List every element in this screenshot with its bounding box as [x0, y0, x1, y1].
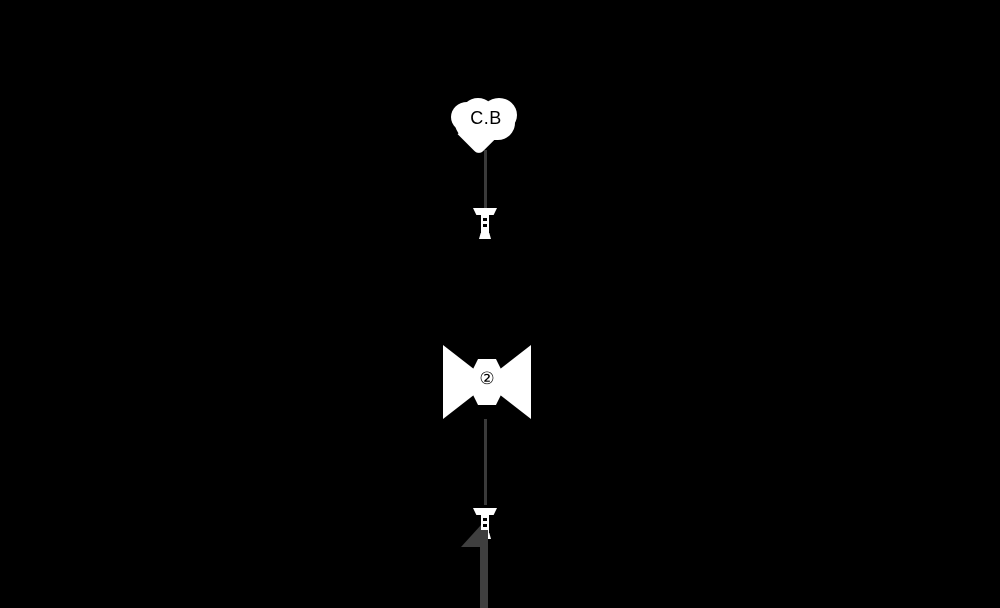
- tail-line: [480, 530, 488, 608]
- small-bowtie-notch-lower: [483, 224, 487, 227]
- small-bowtie-foot: [479, 233, 491, 239]
- node-bowtie-label: ②: [479, 369, 495, 388]
- node-heart-cb[interactable]: [451, 98, 521, 150]
- connector-line-1: [484, 150, 487, 208]
- small-bowtie-notch-upper-lower: [483, 518, 487, 521]
- small-bowtie-notch-lower-lower: [483, 524, 487, 527]
- node-heart-label: C.B: [470, 108, 502, 128]
- small-bowtie-notch-upper: [483, 218, 487, 221]
- small-bowtie-icon: [472, 205, 498, 241]
- connector-line-2: [484, 419, 487, 505]
- node-bowtie-two[interactable]: [443, 345, 531, 419]
